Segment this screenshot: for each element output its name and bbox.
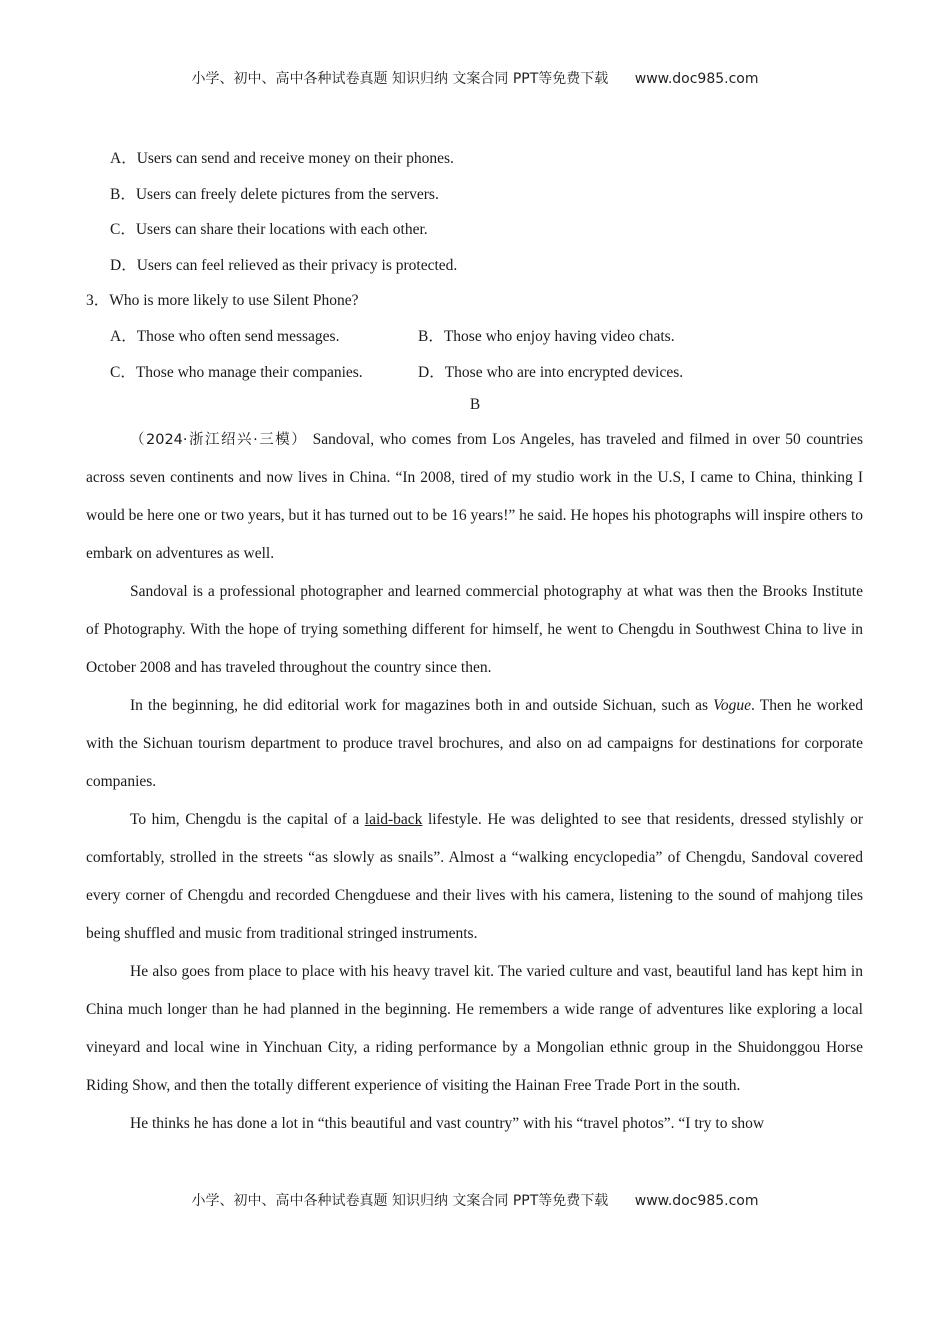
q3-option-c: C．Those who manage their companies.	[110, 364, 363, 381]
footer-text: 小学、初中、高中各种试卷真题 知识归纳 文案合同 PPT等免费下载	[191, 1193, 609, 1209]
page-header	[0, 68, 950, 88]
paragraph-1-text: Sandoval, who comes from Los Angeles, has traveled and filmed in over 50 countries across seven continents and now lives in China. “In 2008, tired of my studio work in the U.S, I came to China, thinking I would be here one or two years, but it has turned out to be 16 years!” he said. He hopes his photographs will inspire others to embark on adventures as well.	[86, 431, 864, 562]
paragraph-4-text-a: To him, Chengdu is the capital of a	[130, 811, 365, 828]
q2-option-d: D．Users can feel relieved as their privacy is protected.	[110, 257, 458, 274]
paragraph-4-text-b: lifestyle. He was delighted to see that residents, dressed stylishly or comfortably, strolled in the streets “as slowly as snails”. Almost a “walking encyclopedia” of Chengdu, Sandoval covered every corner of Chengdu and recorded Chengduese and their lives with his camera, listening to the sound of mahjong tiles being shuffled and music from traditional stringed instruments.	[86, 811, 863, 942]
paragraph-2: Sandoval is a professional photographer and learned commercial photography at what was then the Brooks Institute of Photography. With the hope of trying something different for himself, he went to Chengdu in Southwest China to live in October 2008 and has traveled throughout the country since then.	[86, 583, 863, 676]
header-text: 小学、初中、高中各种试卷真题 知识归纳 文案合同 PPT等免费下载	[191, 71, 609, 87]
page-footer	[0, 1190, 950, 1210]
source-tag: （2024·浙江绍兴·三模）	[130, 432, 308, 448]
header-site-link[interactable]: www.doc985.com	[634, 71, 759, 87]
paragraph-3-text-b: . Then he worked with the Sichuan tourism department to produce travel brochures, and also on ad campaigns for destinations for corporate companies.	[86, 697, 863, 790]
paragraph-3	[86, 687, 863, 801]
q3-option-b: B．Those who enjoy having video chats.	[418, 328, 675, 345]
footer-site-link[interactable]: www.doc985.com	[634, 1193, 759, 1209]
underlined-word: laid-back	[364, 811, 423, 828]
paragraph-4	[86, 801, 863, 953]
reading-passage	[86, 421, 863, 1143]
q2-option-b: B．Users can freely delete pictures from the servers.	[110, 186, 439, 203]
magazine-title: Vogue	[713, 697, 752, 714]
q3-option-d: D．Those who are into encrypted devices.	[418, 364, 684, 381]
section-heading: B	[469, 396, 481, 413]
q3-stem: 3．Who is more likely to use Silent Phone?	[86, 292, 359, 309]
q2-option-c: C．Users can share their locations with each other.	[110, 221, 428, 238]
q3-option-a: A．Those who often send messages.	[110, 328, 340, 345]
paragraph-6: He thinks he has done a lot in “this beautiful and vast country” with his “travel photos”. “I try to show	[130, 1115, 765, 1132]
paragraph-5: He also goes from place to place with his heavy travel kit. The varied culture and vast, beautiful land has kept him in China much longer than he had planned in the beginning. He remembers a wide range of adventures like exploring a local vineyard and local wine in Yinchuan City, a riding performance by a Mongolian ethnic group in the Shuidonggou Horse Riding Show, and then the totally different experience of visiting the Hainan Free Trade Port in the south.	[86, 963, 863, 1094]
paragraph-1	[86, 421, 863, 573]
q2-option-a: A．Users can send and receive money on their phones.	[110, 150, 454, 167]
paragraph-3-text-a: In the beginning, he did editorial work for magazines both in and outside Sichuan, such as	[130, 697, 714, 714]
